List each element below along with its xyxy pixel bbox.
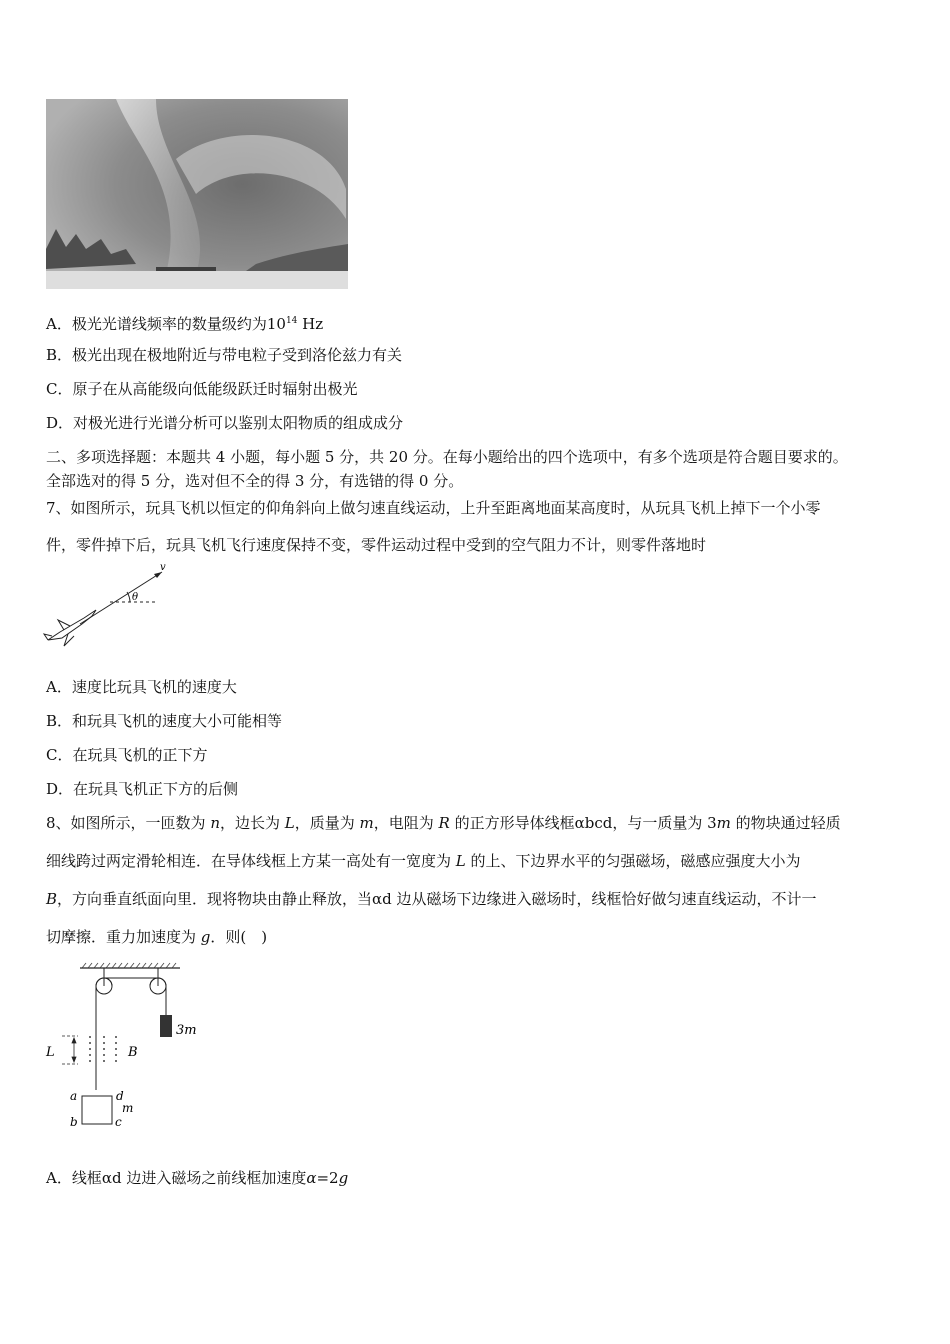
q6-option-d: D．对极光进行光谱分析可以鉴别太阳物质的组成成分 — [46, 414, 404, 432]
q7-option-b: B．和玩具飞机的速度大小可能相等 — [46, 712, 283, 730]
q8-stem-line4: 切摩擦．重力加速度为 g．则( ) — [46, 928, 268, 946]
field-width-label: L — [46, 1045, 55, 1060]
velocity-label: v — [160, 562, 166, 573]
q8-stem-line3: B，方向垂直纸面向里．现将物块由静止释放，当αd 边从磁场下边缘进入磁场时，线框恰好做匀速直线运动，不计一 — [46, 890, 817, 908]
angle-label: θ — [132, 592, 139, 603]
q8-stem-line2: 细线跨过两定滑轮相连．在导体线框上方某一高处有一宽度为 L 的上、下边界水平的匀强磁场，磁感应强度大小为 — [46, 852, 801, 870]
aurora-photo — [46, 99, 348, 289]
q7-stem-line1: 7、如图所示，玩具飞机以恒定的仰角斜向上做匀速直线运动，上升至距离地面某高度时，从玩具飞机上掉下一个小零 — [46, 499, 821, 517]
magnetic-field — [90, 1036, 116, 1064]
section2-heading-line1: 二、多项选择题：本题共 4 小题，每小题 5 分，共 20 分。在每小题给出的四个选项中，有多个选项是符合题目要求的。 — [46, 448, 848, 466]
ceiling-support — [80, 963, 180, 968]
q7-option-a: A．速度比玩具飞机的速度大 — [46, 678, 237, 696]
mass-3m-label: 3m — [176, 1023, 197, 1038]
mass-block — [160, 1015, 172, 1037]
coil-mass-label: m — [122, 1101, 134, 1115]
q8-figure — [40, 960, 220, 1135]
q8-option-a: A．线框αd 边进入磁场之前线框加速度α=2g — [46, 1169, 349, 1187]
q6-option-b: B．极光出现在极地附近与带电粒子受到洛伦兹力有关 — [46, 346, 403, 364]
pulley-icon — [96, 968, 166, 994]
q7-option-d: D．在玩具飞机正下方的后侧 — [46, 780, 239, 798]
q6-option-c: C．原子在从高能级向低能级跃迁时辐射出极光 — [46, 380, 358, 398]
corner-b-label: b — [70, 1115, 78, 1129]
square-coil — [82, 1096, 112, 1124]
q7-option-c: C．在玩具飞机的正下方 — [46, 746, 208, 764]
corner-c-label: c — [115, 1115, 122, 1129]
q6-option-a: A．极光光谱线频率的数量级约为$10^{14}$ Hz — [46, 315, 324, 333]
field-b-label: B — [128, 1045, 138, 1060]
q7-stem-line2: 件，零件掉下后，玩具飞机飞行速度保持不变，零件运动过程中受到的空气阻力不计，则零件落地时 — [46, 536, 707, 554]
section2-heading-line2: 全部选对的得 5 分，选对但不全的得 3 分，有选错的得 0 分。 — [46, 472, 464, 490]
corner-d-label: d — [116, 1089, 124, 1103]
q7-figure — [40, 562, 175, 652]
corner-a-label: a — [70, 1089, 78, 1103]
toy-plane-icon — [44, 610, 96, 646]
q8-stem-line1: 8、如图所示，一匝数为 n，边长为 L，质量为 m，电阻为 R 的正方形导体线框αbcd，与一质量为 3m 的物块通过轻质 — [46, 814, 841, 832]
